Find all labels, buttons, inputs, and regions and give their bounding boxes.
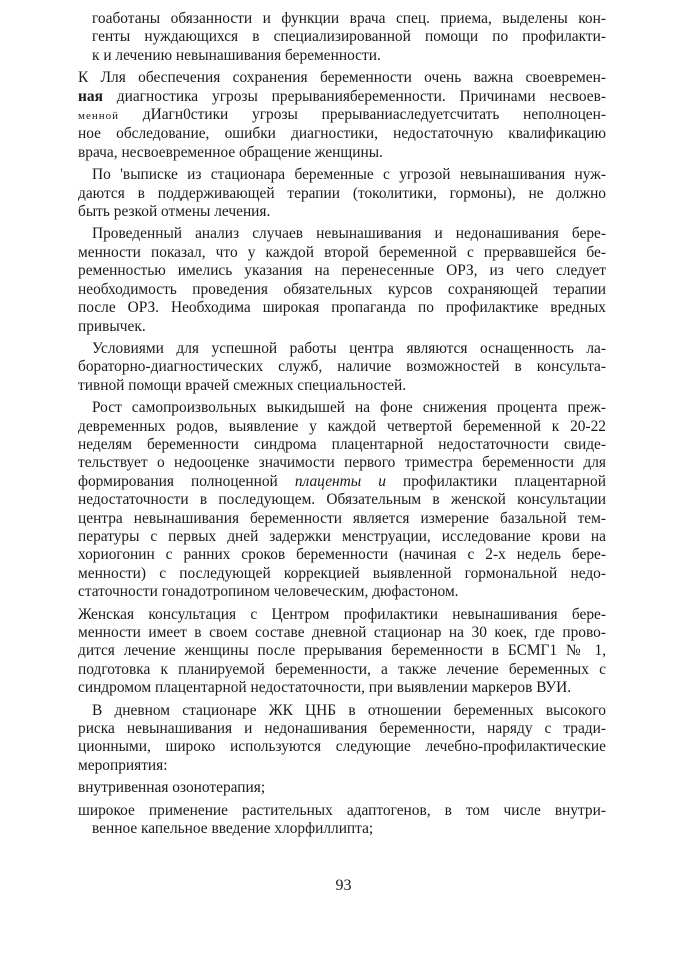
text-line: [78, 491, 606, 509]
paragraph: [78, 340, 606, 395]
text-fragment: даются в поддерживающей терапии (токолитики, гормоны), не должно: [78, 184, 606, 202]
text-line: [78, 546, 606, 564]
text-fragment: дИагн0стики угрозы прерываниаследуетсчитать неполноцен-: [119, 106, 606, 124]
text-line: [78, 144, 606, 162]
text-fragment: необходимость проведения обязательных курсов сохраняющей терапии: [78, 280, 606, 298]
text-line: [78, 10, 606, 28]
text-line: [78, 377, 606, 395]
text-line: [78, 340, 606, 358]
text-line: [78, 779, 606, 797]
text-line: [78, 661, 606, 679]
text-line: [78, 418, 606, 436]
text-fragment: пературы с первых дней задержки менструации, исследование крови на: [78, 527, 606, 545]
text-line: [78, 642, 606, 660]
paragraph: [78, 399, 606, 601]
text-fragment: тельствует о недооценке значимости первого триместра беременности для: [78, 454, 606, 472]
paragraph: [78, 225, 606, 335]
text-fragment: дится лечение женщины после прерывания беременности в БСМГ1 № 1,: [78, 642, 606, 660]
text-line: [78, 318, 606, 336]
text-fragment: По 'выписке из стационара беременные с угрозой невынашивания нуж-: [92, 166, 606, 184]
text-line: [78, 281, 606, 299]
text-fragment: мероприятия:: [78, 756, 168, 774]
text-fragment: Рост самопроизвольных выкидышей на фоне снижения процента преж-: [92, 399, 606, 417]
text-line: [78, 28, 606, 46]
text-line: [78, 802, 606, 820]
text-line: [78, 510, 606, 528]
text-line: [78, 69, 606, 87]
text-fragment: быть резкой отмены лечения.: [78, 203, 271, 221]
text-fragment: венное капельное введение хлорфиллипта;: [92, 820, 374, 838]
bold-fragment: ная: [78, 87, 103, 105]
text-fragment: внутривенная озонотерапия;: [78, 779, 266, 797]
text-fragment: Женская консультация с Центром профилактики невынашивания бере-: [78, 605, 606, 623]
text-fragment: врача, несвоевременное обращение женщины.: [78, 143, 383, 161]
paragraph: [78, 779, 606, 797]
text-line: [78, 820, 606, 838]
text-line: [78, 738, 606, 756]
text-fragment: после ОРЗ. Необходима широкая пропаганда по профилактике вредных: [78, 299, 606, 317]
text-fragment: подготовка к планируемой беременности, а также лечение беременных с: [78, 660, 606, 678]
text-fragment: широкое применение растительных адаптогенов, в том числе внутри-: [78, 801, 606, 819]
text-line: [78, 399, 606, 417]
text-fragment: бораторно-диагностических служб, наличие возможностей в консульта-: [78, 358, 606, 376]
text-line: [78, 262, 606, 280]
text-fragment: неделям беременности синдрома плацентарной недостаточности свиде-: [78, 435, 606, 453]
text-line: [78, 436, 606, 454]
italic-fragment: плаценты и: [294, 472, 386, 490]
text-line: [78, 702, 606, 720]
text-fragment: менности показал, что у каждой второй беременной с прервавшейся бе-: [78, 243, 606, 261]
text-fragment: менности) с последующей коррекцией выявленной гормональной недо-: [78, 564, 606, 582]
text-line: [78, 624, 606, 642]
paragraph: [78, 702, 606, 776]
text-line: [78, 299, 606, 317]
text-fragment: менности имеет в своем составе дневной стационар на 30 коек, где прово-: [78, 624, 606, 641]
text-line: [78, 88, 606, 106]
text-fragment: профилактики плацентарной: [385, 472, 606, 490]
text-line: [78, 358, 606, 376]
text-fragment: центра невынашивания беременности является измерение базальной тем-: [78, 509, 606, 527]
text-fragment: девременных родов, выявление у каждой четвертой беременной к 20-22: [78, 417, 606, 435]
text-line: [78, 473, 606, 491]
text-line: [78, 244, 606, 262]
text-fragment: генты нуждающихся в специализированной помощи по профилакти-: [92, 28, 606, 46]
text-fragment: В дневном стационаре ЖК ЦНБ в отношении беременных высокого: [92, 701, 606, 719]
text-line: [78, 47, 606, 65]
text-fragment: к и лечению невынашивания беременности.: [92, 46, 381, 64]
text-line: [78, 528, 606, 546]
text-fragment: хориогонин с ранних сроков беременности (начиная с 2-х недель бере-: [78, 546, 606, 564]
paragraph: [78, 606, 606, 698]
text-line: [78, 606, 606, 624]
page-number: 93: [335, 877, 352, 894]
text-line: [78, 125, 606, 143]
text-fragment: привычек.: [78, 317, 146, 335]
text-line: [78, 454, 606, 472]
text-fragment: ременностью имелись указания на перенесенные ОРЗ, из чего следует: [78, 262, 606, 280]
text-fragment: Условиями для успешной работы центра являются оснащенность ла-: [92, 339, 606, 357]
text-line: [78, 757, 606, 775]
text-fragment: Проведенный анализ случаев невынашивания и недонашивания бере-: [92, 225, 606, 243]
text-fragment: синдромом плацентарной недостаточности, при выявлении маркеров ВУИ.: [78, 679, 572, 697]
text-fragment: риска невынашивания и недонашивания беременности, наряду с тради-: [78, 720, 606, 738]
text-line: [78, 679, 606, 697]
paragraph: [78, 802, 606, 839]
text-line: [78, 583, 606, 601]
text-fragment: формирования полноценной: [78, 472, 295, 490]
text-line: [78, 720, 606, 738]
text-fragment: ное обследование, ошибки диагностики, недостаточную квалификацию: [78, 125, 606, 143]
small-fragment: менной: [78, 110, 120, 123]
text-line: [78, 185, 606, 203]
text-fragment: статочности гонадотропином человеческим, дюфастоном.: [78, 583, 459, 601]
paragraph: [78, 69, 606, 162]
text-fragment: тивной помощи врачей смежных специальностей.: [78, 376, 407, 394]
text-line: [78, 106, 606, 125]
page-body: [78, 10, 606, 842]
text-fragment: ционными, широко используются следующие лечебно-профилактические: [78, 738, 606, 756]
text-line: [78, 166, 606, 184]
text-fragment: недостаточности в последующем. Обязательным в женской консультации: [78, 491, 606, 509]
paragraph: [78, 10, 606, 65]
text-line: [78, 565, 606, 583]
text-fragment: гоаботаны обязанности и функции врача спец. приема, выделены кон-: [92, 10, 606, 27]
text-fragment: К Лля обеспечения сохранения беременности очень важна своевремен-: [78, 69, 606, 87]
text-fragment: диагностика угрозы прерываниябеременности. Причинами несвоев-: [102, 87, 606, 105]
text-line: [78, 203, 606, 221]
text-line: [78, 225, 606, 243]
paragraph: [78, 166, 606, 221]
